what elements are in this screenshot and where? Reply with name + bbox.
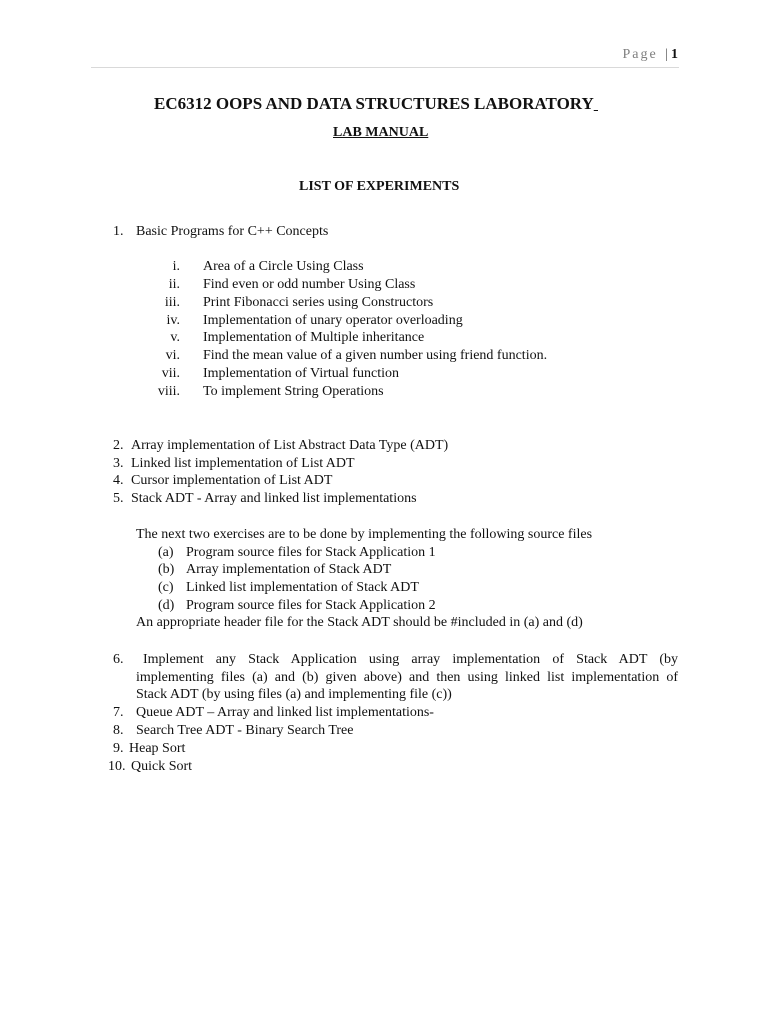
list-item-text: Heap Sort [129,741,186,756]
list-item-number: 4. [113,473,124,488]
page-number: 1 [671,47,678,62]
list-item-text: Basic Programs for C++ Concepts [136,224,329,239]
list-heading: LIST OF EXPERIMENTS [299,179,460,194]
subitem-text: Implementation of Virtual function [203,366,400,381]
subitem-text: Area of a Circle Using Class [203,259,364,274]
file-text: Array implementation of Stack ADT [186,562,392,577]
list-item-text: Queue ADT – Array and linked list implementations- [136,705,434,720]
file-label: (b) [158,562,175,577]
list-item-text: Cursor implementation of List ADT [131,473,333,488]
list-item-number: 6. [113,652,124,667]
subitem-number: i. [172,259,180,274]
list-item-number: 7. [113,705,124,720]
list-item-text-line: implementing files (a) and (b) given above) and then using linked list implementation of [136,670,678,685]
file-text: Linked list implementation of Stack ADT [186,580,419,595]
subitem-number: v. [170,330,180,345]
subitem-number: viii. [157,384,180,399]
list-item-text: Stack ADT - Array and linked list implementations [131,491,417,506]
subitem-text: To implement String Operations [203,384,384,399]
list-item-number: 1. [113,224,124,239]
list-item-text: Search Tree ADT - Binary Search Tree [136,723,354,738]
subitem-number: vii. [161,366,180,381]
header-rule [91,67,679,68]
subitem-number: ii. [168,277,180,292]
page-label: Page [622,47,658,62]
list-item-number: 3. [113,456,124,471]
subitem-text: Find even or odd number Using Class [203,277,416,292]
document-subtitle: LAB MANUAL [333,125,429,140]
file-label: (a) [158,545,174,560]
list-item-number: 2. [113,438,124,453]
list-item-text-line: Implement any Stack Application using array implementation of Stack ADT (by [143,652,678,667]
subitem-text: Implementation of unary operator overloading [203,313,463,328]
subitem-number: vi. [165,348,180,363]
file-label: (c) [158,580,174,595]
subitem-number: iv. [166,313,180,328]
list-item-text-line: Stack ADT (by using files (a) and implementing file (c)) [136,687,452,702]
list-item-number: 10. [108,759,126,774]
page-header [622,47,678,63]
file-label: (d) [158,598,175,613]
list-item-number: 9. [113,741,124,756]
note-outro: An appropriate header file for the Stack ADT should be #included in (a) and (d) [136,615,583,630]
list-item-number: 5. [113,491,124,506]
file-text: Program source files for Stack Application 2 [186,598,436,613]
subitem-text: Find the mean value of a given number using friend function. [203,348,548,363]
file-text: Program source files for Stack Application 1 [186,545,436,560]
list-item-number: 8. [113,723,124,738]
subitem-number: iii. [164,295,180,310]
note-intro: The next two exercises are to be done by implementing the following source files [136,527,593,542]
list-item-text: Linked list implementation of List ADT [131,456,355,471]
list-item-text: Array implementation of List Abstract Data Type (ADT) [131,438,449,453]
list-item-text: Quick Sort [131,759,193,774]
page-separator: | [665,47,668,62]
subitem-text: Print Fibonacci series using Constructors [203,295,434,310]
subitem-text: Implementation of Multiple inheritance [203,330,425,345]
document-title: EC6312 OOPS AND DATA STRUCTURES LABORATORY [154,94,594,113]
